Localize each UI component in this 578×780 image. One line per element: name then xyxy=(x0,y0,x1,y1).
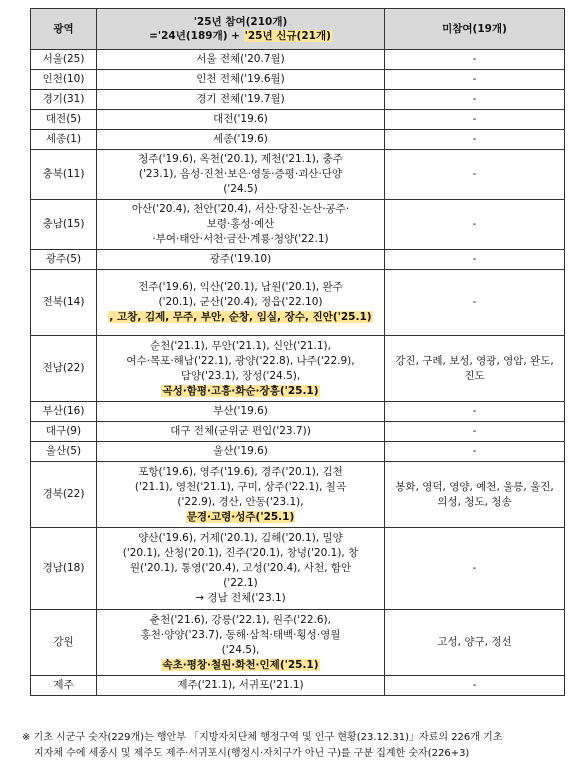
region-cell: 경북(22) xyxy=(31,462,97,528)
participants-cell xyxy=(97,462,385,528)
participants-line: 경기 전체('19.7월) xyxy=(196,93,285,105)
table-row xyxy=(31,270,565,336)
table-row xyxy=(31,70,565,90)
participants-cell xyxy=(97,130,385,150)
header-participants-prev: ='24년(189개) + xyxy=(149,30,244,42)
participants-cell xyxy=(97,90,385,110)
region-cell: 전북(14) xyxy=(31,270,97,336)
participants-cell xyxy=(97,110,385,130)
header-participants-line1: '25년 참여(210개) xyxy=(193,16,288,28)
participants-cell xyxy=(97,442,385,462)
table-row xyxy=(31,676,565,696)
participants-cell xyxy=(97,250,385,270)
header-participants xyxy=(97,9,385,50)
region-cell: 충북(11) xyxy=(31,150,97,200)
region-cell: 경기(31) xyxy=(31,90,97,110)
participants-cell xyxy=(97,200,385,250)
participants-line: ('22.1) xyxy=(223,577,258,589)
non-participants-cell: - xyxy=(385,676,565,696)
participants-line: 서울 전체('20.7월) xyxy=(196,53,285,65)
table-row xyxy=(31,130,565,150)
participants-line: 전주('19.6), 익산('20.1), 남원('20.1), 완주 xyxy=(138,281,343,293)
table-row xyxy=(31,610,565,676)
participants-line: 제주('21.1), 서귀포('21.1) xyxy=(177,679,304,691)
region-cell: 부산(16) xyxy=(31,402,97,422)
participants-line: ('20.1), 군산('20.4), 정읍('22.10) xyxy=(158,296,323,308)
participants-cell xyxy=(97,270,385,336)
non-participants-cell: 강진, 구례, 보성, 영광, 영암, 완도, 진도 xyxy=(385,336,565,402)
non-participants-cell: - xyxy=(385,90,565,110)
participants-line: 원('20.1), 통영('20.4), 고성('20.4), 사천, 함안 xyxy=(129,562,352,574)
region-cell: 대전(5) xyxy=(31,110,97,130)
table-row xyxy=(31,150,565,200)
table-row xyxy=(31,50,565,70)
new-participants-highlight: , 고창, 김제, 무주, 부안, 순창, 임실, 장수, 진안('25.1) xyxy=(109,311,372,323)
participants-line: ('20.1), 산청('20.1), 진주('20.1), 창녕('20.1), 창 xyxy=(122,547,359,559)
participants-line: 인천 전체('19.6월) xyxy=(196,73,285,85)
participants-line: 광주('19.10) xyxy=(209,253,272,265)
participants-line: 순천('21.1), 무안('21.1), 신안('21.1), xyxy=(150,339,331,352)
table-row xyxy=(31,336,565,402)
participants-line: 울산('19.6) xyxy=(213,445,268,457)
participation-table xyxy=(30,8,565,696)
region-cell: 충남(15) xyxy=(31,200,97,250)
participants-line: ('21.1), 영천('21.1), 구미, 상주('22.1), 칠곡 xyxy=(134,480,347,493)
participants-line: ('24.5) xyxy=(223,183,258,195)
participants-line: → 경남 전체('23.1) xyxy=(195,592,286,604)
participants-line: 아산('20.4), 천안('20.4), 서산·당진·논산·공주· xyxy=(131,203,350,215)
participants-line: 양산('19.6), 거제('20.1), 김해('20.1), 밀양 xyxy=(138,532,343,544)
participants-line: 여수·목포·해남('22.1), 광양('22.8), 나주('22.9), xyxy=(126,354,355,367)
participants-cell xyxy=(97,422,385,442)
footnote xyxy=(22,730,572,762)
participants-cell xyxy=(97,150,385,200)
region-cell: 서울(25) xyxy=(31,50,97,70)
region-cell: 대구(9) xyxy=(31,422,97,442)
participants-cell xyxy=(97,336,385,402)
non-participants-cell: 고성, 양구, 정선 xyxy=(385,610,565,676)
participants-line: 청주('19.6), 옥천('20.1), 제천('21.1), 충주 xyxy=(138,153,343,165)
participants-line: 보령·홍성·예산 xyxy=(206,218,275,230)
participants-cell xyxy=(97,610,385,676)
table-row xyxy=(31,250,565,270)
new-participants-highlight: 속초·평창·철원·화천·인제('25.1) xyxy=(162,658,319,671)
participants-line: ('24.5), xyxy=(221,643,260,656)
participants-line: 부산('19.6) xyxy=(213,405,268,417)
table-row xyxy=(31,402,565,422)
header-participants-new: '25년 신규(21개) xyxy=(244,30,331,42)
participants-line: 포항('19.6), 영주('19.6), 경주('20.1), 김천 xyxy=(138,465,343,478)
region-cell: 울산(5) xyxy=(31,442,97,462)
non-participants-cell: - xyxy=(385,150,565,200)
table-row xyxy=(31,528,565,610)
participants-line: ·부여·태안·서천·금산·계룡·청양('22.1) xyxy=(152,233,329,245)
non-participants-cell: - xyxy=(385,200,565,250)
footnote-line1: ※ 기초 시군구 숫자(229개)는 행안부 「지방자치단체 행정구역 및 인구 현황(23.12.31)」자료의 226개 기초 xyxy=(22,732,503,743)
non-participants-cell: - xyxy=(385,528,565,610)
region-cell: 전남(22) xyxy=(31,336,97,402)
participants-cell xyxy=(97,402,385,422)
non-participants-cell: - xyxy=(385,50,565,70)
participants-line: 대전('19.6) xyxy=(213,113,268,125)
non-participants-cell: - xyxy=(385,70,565,90)
header-region: 광역 xyxy=(31,9,97,50)
table-row xyxy=(31,200,565,250)
participants-line: 대구 전체(군위군 편입('23.7)) xyxy=(170,425,311,437)
new-participants-highlight: 곡성·함평·고흥·화순·장흥('25.1) xyxy=(162,384,319,397)
participants-line: 세종('19.6) xyxy=(213,133,268,145)
non-participants-cell: - xyxy=(385,130,565,150)
new-participants-highlight: 문경·고령·성주('25.1) xyxy=(186,510,295,523)
non-participants-cell: - xyxy=(385,110,565,130)
non-participants-cell: - xyxy=(385,270,565,336)
non-participants-cell: - xyxy=(385,402,565,422)
participation-table-wrap xyxy=(30,8,564,696)
participants-cell xyxy=(97,70,385,90)
region-cell: 세종(1) xyxy=(31,130,97,150)
table-row xyxy=(31,462,565,528)
participants-line: 춘천('21.6), 강릉('22.1), 원주('22.6), xyxy=(150,613,331,626)
non-participants-cell: 봉화, 영덕, 영양, 예천, 울릉, 울진, 의성, 청도, 청송 xyxy=(385,462,565,528)
header-non-participants: 미참여(19개) xyxy=(385,9,565,50)
participants-cell xyxy=(97,50,385,70)
table-row xyxy=(31,442,565,462)
non-participants-cell: - xyxy=(385,250,565,270)
participants-line: ('23.1), 음성·진천·보은·영동·증평·괴산·단양 xyxy=(138,168,343,180)
participants-cell xyxy=(97,528,385,610)
participants-cell xyxy=(97,676,385,696)
region-cell: 경남(18) xyxy=(31,528,97,610)
table-body xyxy=(31,50,565,696)
table-row xyxy=(31,90,565,110)
region-cell: 광주(5) xyxy=(31,250,97,270)
region-cell: 강원 xyxy=(31,610,97,676)
table-header-row xyxy=(31,9,565,50)
footnote-line2: 지자체 수에 세종시 및 제주도 제주·서귀포시(행정시·자치구가 아닌 구)를 구분 집계한 숫자(226+3) xyxy=(34,748,470,759)
table-row xyxy=(31,110,565,130)
region-cell: 인천(10) xyxy=(31,70,97,90)
table-row xyxy=(31,422,565,442)
region-cell: 제주 xyxy=(31,676,97,696)
participants-line: 담양('23.1), 장성('24.5), xyxy=(180,369,301,382)
non-participants-cell: - xyxy=(385,422,565,442)
participants-line: ('22.9), 경산, 안동('23.1), xyxy=(177,495,304,508)
participants-line: 홍천·양양('23.7), 동해·삼척·태백·횡성·영월 xyxy=(140,628,341,641)
non-participants-cell: - xyxy=(385,442,565,462)
